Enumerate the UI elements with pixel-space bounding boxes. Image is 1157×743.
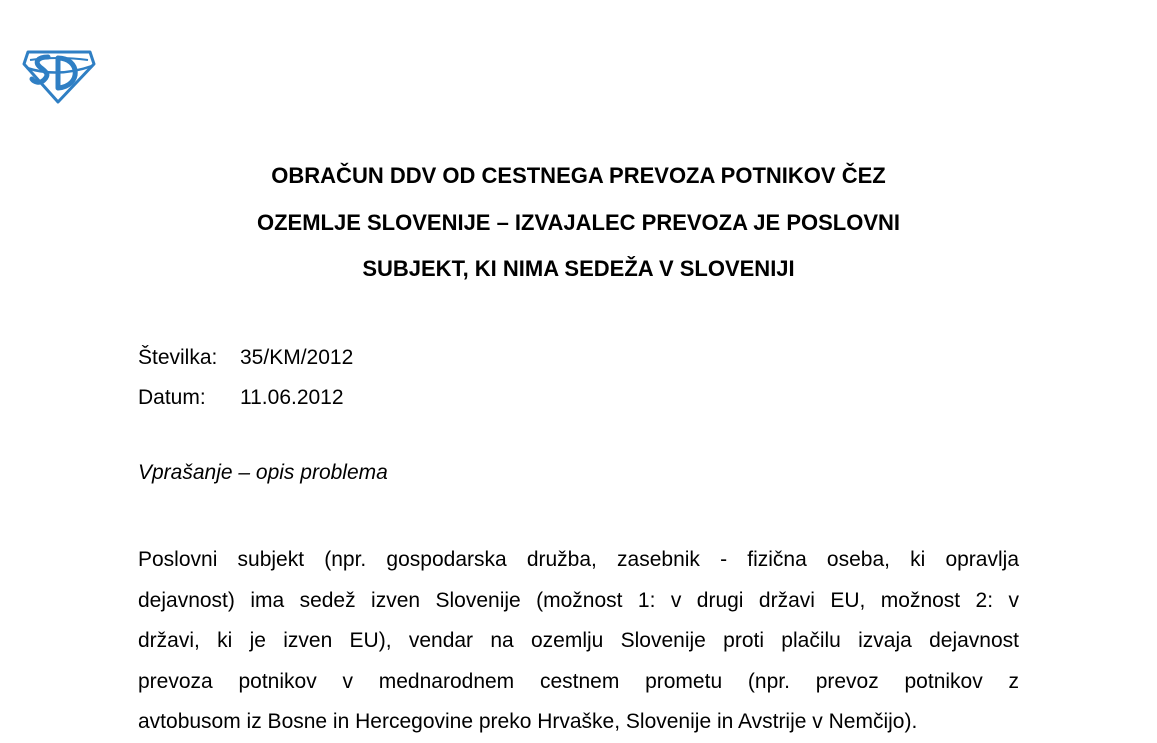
paragraph-line-4: prevoza potnikov v mednarodnem cestnem prometu (npr. prevoz potnikov z	[138, 669, 1019, 693]
number-value: 35/KM/2012	[240, 346, 354, 369]
number-label: Številka:	[138, 346, 218, 369]
sd-logo-icon	[22, 48, 96, 104]
paragraph-line-1: Poslovni subjekt (npr. gospodarska družba, zasebnik - fizična oseba, ki opravlja	[138, 548, 1019, 571]
title-line-3: SUBJEKT, KI NIMA SEDEŽA V SLOVENIJI	[362, 256, 795, 281]
document-title	[130, 153, 1027, 293]
title-line-1: OBRAČUN DDV OD CESTNEGA PREVOZA POTNIKOV ČEZ	[271, 163, 886, 188]
title-line-2: OZEMLJE SLOVENIJE – IZVAJALEC PREVOZA JE POSLOVNI	[256, 209, 901, 235]
body-paragraph	[138, 540, 1019, 743]
date-value: 11.06.2012	[240, 385, 344, 409]
section-heading: Vprašanje – opis problema	[138, 461, 388, 484]
date-label: Datum:	[138, 385, 206, 409]
paragraph-line-5: avtobusom iz Bosne in Hercegovine preko Hrvaške, Slovenije in Avstrije v Nemčijo).	[138, 710, 918, 733]
paragraph-line-2: dejavnost) ima sedež izven Slovenije (možnost 1: v drugi državi EU, možnost 2: v	[138, 588, 1019, 612]
company-logo	[22, 48, 96, 104]
paragraph-line-3: državi, ki je izven EU), vendar na ozemlju Slovenije proti plačilu izvaja dejavnost	[138, 629, 1019, 652]
